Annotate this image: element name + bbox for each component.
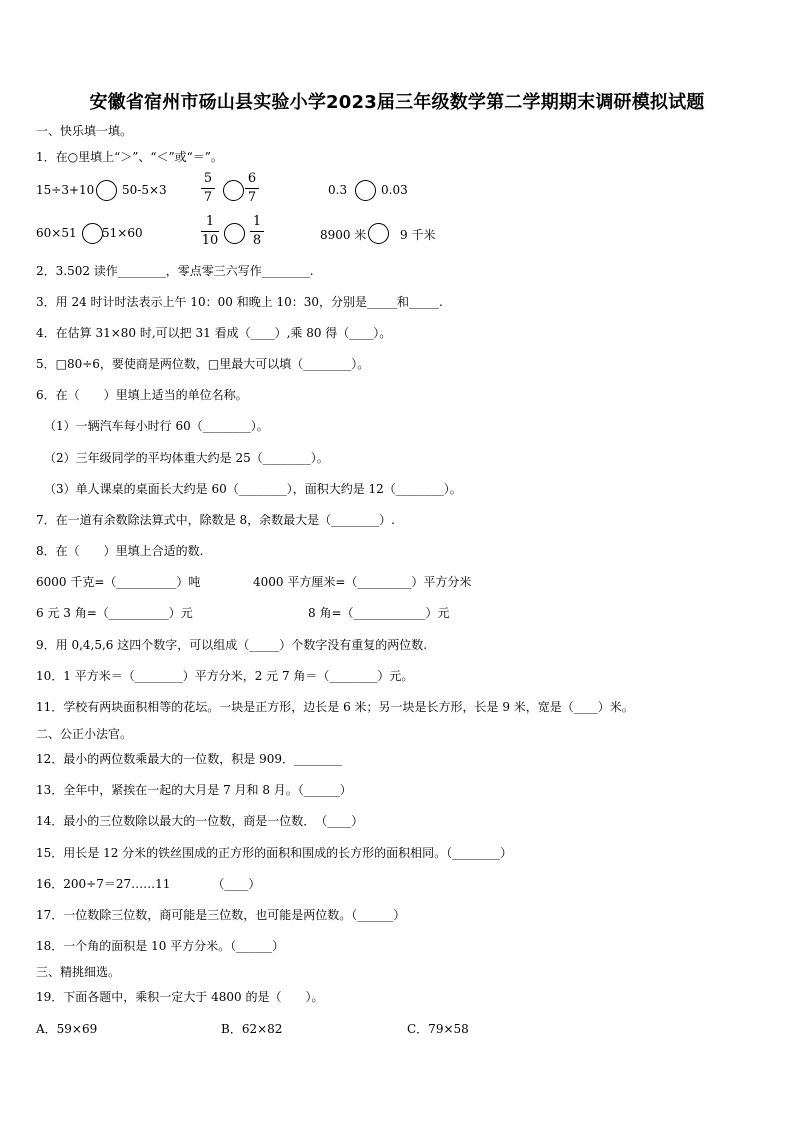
question-4: 4．在估算 31×80 时,可以把 31 看成（____）,乘 80 得（____）。 [36, 326, 392, 340]
fraction [250, 214, 264, 249]
question-6-2: （2）三年级同学的平均体重大约是 25（________）。 [44, 451, 329, 465]
question-7: 7．在一道有余数除法算式中，除数是 8，余数最大是（________）. [36, 513, 395, 527]
question-9: 9．用 0,4,5,6 这四个数字，可以组成（_____）个数字没有重复的两位数. [36, 638, 428, 652]
numerator: 6 [247, 171, 257, 186]
option-b[interactable]: B．62×82 [221, 1022, 283, 1036]
fraction [201, 171, 215, 206]
answer-circle[interactable] [355, 180, 376, 201]
expr-left: 0.3 [328, 183, 348, 197]
question-14: 14．最小的三位数除以最大的一位数，商是一位数． （____） [36, 814, 364, 828]
question-10: 10．1 平方米＝（________）平方分米，2 元 7 角＝（________）元。 [36, 669, 414, 683]
question-11: 11．学校有两块面积相等的花坛。一块是正方形，边长是 6 米；另一块是长方形，长是 9 米，宽是（____）米。 [36, 700, 634, 714]
question-13: 13．全年中，紧挨在一起的大月是 7 月和 8 月。（______） [36, 783, 352, 797]
question-6: 6．在（ ）里填上适当的单位名称。 [36, 388, 248, 402]
question-8-b: 4000 平方厘米=（_________）平方分米 [253, 575, 472, 589]
denominator: 8 [252, 233, 262, 248]
denominator: 7 [203, 190, 213, 205]
question-5: 5．□80÷6，要使商是两位数，□里最大可以填（________）。 [36, 357, 370, 371]
answer-circle[interactable] [96, 180, 117, 201]
option-a[interactable]: A．59×69 [36, 1022, 98, 1036]
option-c[interactable]: C．79×58 [407, 1022, 469, 1036]
question-8-a: 6000 千克=（__________）吨 [36, 575, 201, 589]
question-8: 8．在（ ）里填上合适的数. [36, 544, 204, 558]
answer-circle[interactable] [223, 180, 244, 201]
expr-left: 8900 米 [320, 228, 367, 242]
page-title: 安徽省宿州市砀山县实验小学2023届三年级数学第二学期期末调研模拟试题 [89, 92, 705, 113]
answer-circle[interactable] [368, 223, 389, 244]
answer-circle[interactable] [82, 223, 103, 244]
question-19: 19．下面各题中，乘积一定大于 4800 的是（ ）。 [36, 990, 324, 1004]
numerator: 5 [203, 171, 213, 186]
question-12: 12．最小的两位数乘最大的一位数，积是 909．________ [36, 752, 342, 766]
fraction [245, 171, 259, 206]
section-heading-1: 一、快乐填一填。 [36, 124, 133, 138]
question-16: 16．200÷7＝27……11 （____） [36, 877, 261, 891]
fraction [201, 214, 219, 249]
expr-left: 15÷3+10 [36, 183, 95, 197]
denominator: 7 [247, 190, 257, 205]
section-heading-3: 三、精挑细选。 [36, 965, 121, 979]
question-3: 3．用 24 时计时法表示上午 10：00 和晚上 10：30，分别是_____和_____. [36, 295, 443, 309]
expr-right: 50-5×3 [122, 183, 167, 197]
question-18: 18．一个角的面积是 10 平方分米。（______） [36, 939, 285, 953]
question-6-3: （3）单人课桌的桌面长大约是 60（________），面积大约是 12（________）。 [44, 482, 462, 496]
question-15: 15．用长是 12 分米的铁丝围成的正方形的面积和围成的长方形的面积相同。（________） [36, 846, 513, 860]
expr-right: 0.03 [381, 183, 408, 197]
question-6-1: （1）一辆汽车每小时行 60（________）。 [44, 419, 269, 433]
section-heading-2: 二、公正小法官。 [36, 727, 133, 741]
expr-right: 51×60 [102, 226, 143, 240]
numerator: 1 [252, 214, 262, 229]
numerator: 1 [205, 214, 215, 229]
question-8-c: 6 元 3 角=（__________）元 [36, 606, 193, 620]
answer-circle[interactable] [224, 223, 245, 244]
question-1: 1．在○里填上“＞”、“＜”或“＝”。 [36, 150, 223, 164]
expr-right: 9 千米 [400, 228, 436, 242]
question-8-d: 8 角=（____________）元 [308, 606, 450, 620]
question-2: 2．3.502 读作________，零点零三六写作________. [36, 264, 314, 278]
question-17: 17．一位数除三位数，商可能是三位数，也可能是两位数。（______） [36, 908, 406, 922]
expr-left: 60×51 [36, 226, 77, 240]
denominator: 10 [201, 233, 219, 248]
